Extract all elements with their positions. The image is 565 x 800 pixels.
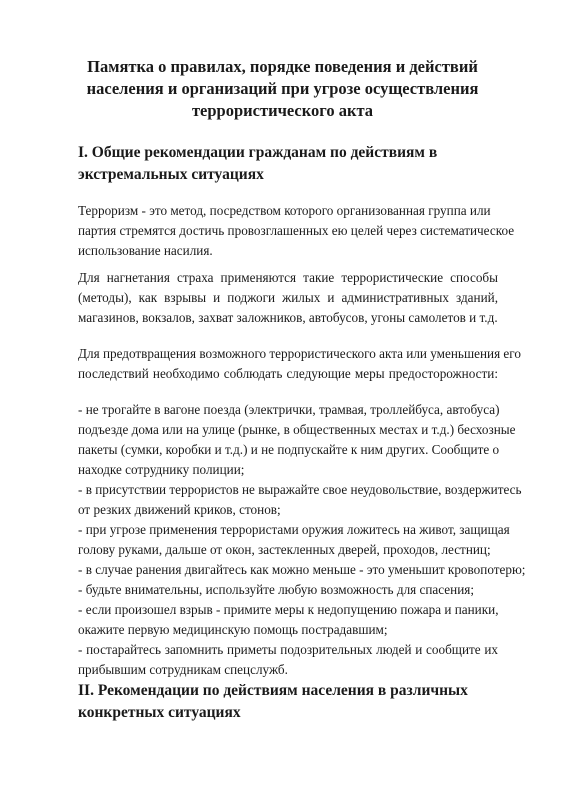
paragraph-terrorism-definition — [78, 201, 515, 261]
title-line: террористического акта — [191, 101, 374, 120]
section-heading-2 — [78, 680, 498, 724]
paragraph-line: (методы), как взрывы и поджоги жилых и административных зданий, — [78, 290, 498, 305]
list-item-line: от резких движений криков, стонов; — [78, 502, 281, 517]
list-item-line: пакеты (сумки, коробки и т.д.) и не подпускайте к ним других. Сообщите о — [78, 442, 500, 457]
list-item-line: - в случае ранения двигайтесь как можно меньше - это уменьшит кровопотерю; — [78, 562, 526, 577]
list-item-line: прибывшим сотрудникам спецслужб. — [78, 662, 288, 677]
title-line: Памятка о правилах, порядке поведения и действий — [87, 57, 478, 76]
list-item-line: находке сотруднику полиции; — [78, 462, 245, 477]
section-heading-line: II. Рекомендации по действиям населения в различных — [78, 682, 468, 699]
paragraph-line: Для предотвращения возможного террористического акта или уменьшения его — [78, 346, 521, 361]
list-item-line: - при угрозе применения террористами оружия ложитесь на живот, защищая — [78, 522, 510, 537]
list-item-line: - не трогайте в вагоне поезда (электрички, трамвая, троллейбуса, автобуса) — [78, 402, 500, 417]
paragraph-line: Терроризм - это метод, посредством которого организованная группа или — [78, 203, 491, 218]
paragraph-terror-methods — [78, 268, 498, 328]
title-line: населения и организаций при угрозе осуществления — [86, 79, 479, 98]
paragraph-prevention-intro — [78, 344, 521, 384]
list-item-line: - если произошел взрыв - примите меры к недопущению пожара и паники, — [78, 602, 499, 617]
section-heading-line: I. Общие рекомендации гражданам по действиям в — [78, 144, 438, 161]
section-heading-line: конкретных ситуациях — [78, 704, 241, 721]
paragraph-line: Для нагнетания страха применяются такие террористические способы — [78, 270, 498, 285]
paragraph-line: магазинов, вокзалов, захват заложников, автобусов, угоны самолетов и т.д. — [78, 310, 498, 325]
list-item-line: подъезде дома или на улице (рынке, в общественных местах и т.д.) бесхозные — [78, 422, 516, 437]
list-item-line: - постарайтесь запомнить приметы подозрительных людей и сообщите их — [78, 642, 498, 657]
list-item-line: голову руками, дальше от окон, застекленных дверей, проходов, лестниц; — [78, 542, 491, 557]
list-item-line: - в присутствии террористов не выражайте свое неудовольствие, воздержитесь — [78, 482, 522, 497]
paragraph-line: последствий необходимо соблюдать следующие меры предосторожности: — [78, 366, 498, 381]
list-item-line: окажите первую медицинскую помощь пострадавшим; — [78, 622, 388, 637]
paragraph-line: партия стремятся достичь провозглашенных ею целей через систематическое — [78, 223, 515, 238]
section-heading-1 — [78, 142, 498, 186]
document-title — [60, 56, 505, 122]
paragraph-line: использование насилия. — [78, 243, 213, 258]
section-heading-line: экстремальных ситуациях — [78, 166, 264, 183]
list-item-line: - будьте внимательны, используйте любую возможность для спасения; — [78, 582, 474, 597]
list-precautions — [78, 400, 526, 680]
